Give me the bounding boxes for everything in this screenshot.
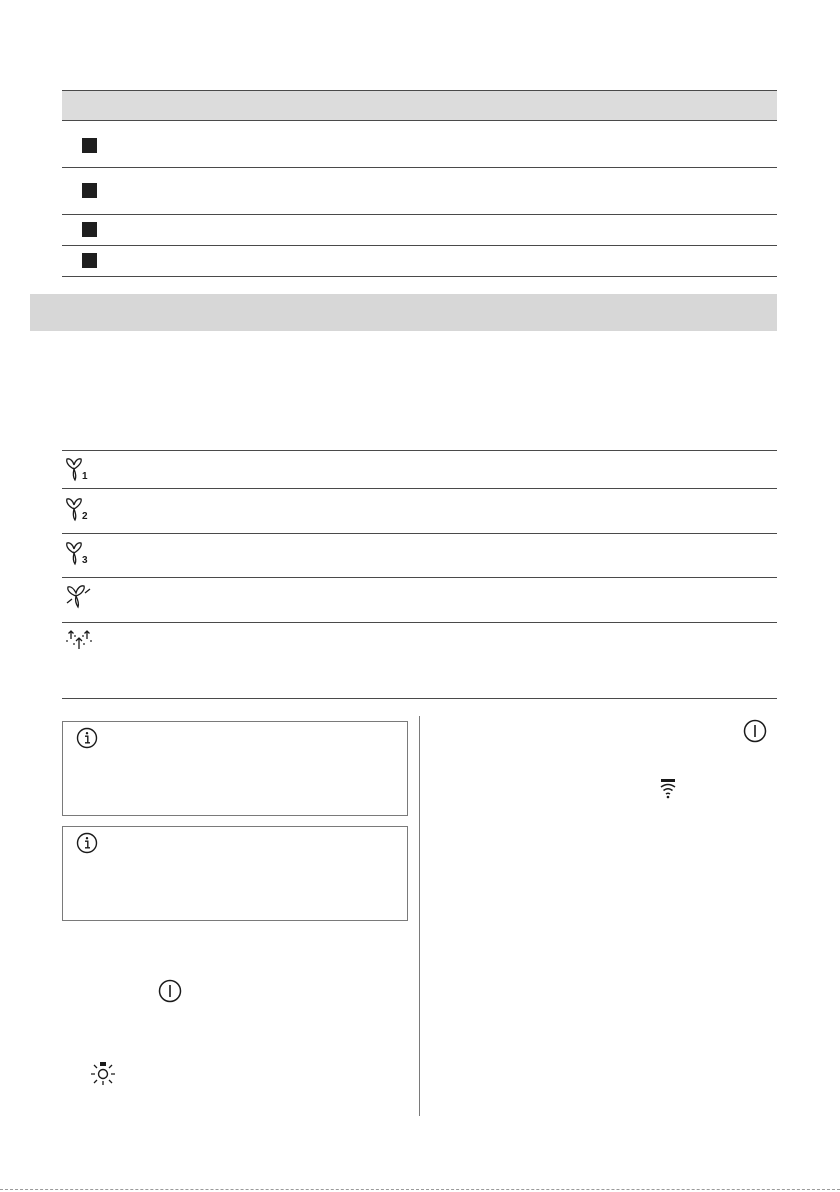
info-icon (76, 832, 98, 854)
table-row (62, 215, 777, 246)
power-icon (157, 978, 183, 1004)
fan-speed-1-icon (64, 456, 94, 482)
black-square-icon (82, 183, 97, 198)
page-footer-rule (0, 1189, 840, 1190)
black-square-icon (82, 253, 97, 268)
fan-speed-3-icon (64, 540, 94, 566)
fan-table-rule (62, 488, 777, 489)
fan-table-top-rule (62, 450, 777, 451)
column-divider (419, 716, 420, 1116)
black-square-icon (82, 138, 97, 153)
fan-table-rule (62, 533, 777, 534)
table-row (62, 246, 777, 277)
table-row (62, 168, 777, 215)
info-icon (76, 727, 98, 749)
fan-speed-3-subscript: 3 (82, 555, 88, 566)
fan-table-rule (62, 622, 777, 623)
table-row (62, 121, 777, 168)
fan-table-rule (62, 577, 777, 578)
black-square-icon (82, 222, 97, 237)
fan-table-bottom-rule (62, 698, 777, 699)
fan-speed-2-subscript: 2 (82, 511, 88, 522)
info-box (62, 826, 408, 921)
fan-speed-1-subscript: 1 (82, 471, 88, 482)
wifi-hood-icon (655, 777, 681, 803)
light-icon (90, 1061, 116, 1087)
section-banner (30, 294, 777, 331)
fan-speed-2-icon (64, 496, 94, 522)
fan-boost-icon (64, 583, 94, 609)
power-icon (742, 718, 768, 744)
info-box (62, 721, 408, 816)
table-header (62, 90, 777, 121)
breeze-icon (64, 627, 94, 653)
